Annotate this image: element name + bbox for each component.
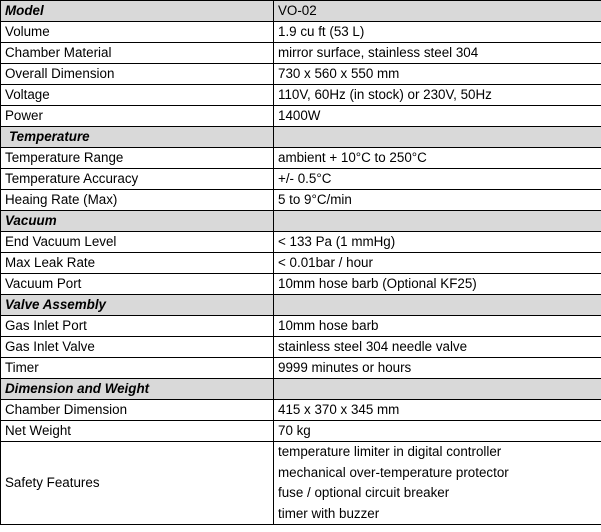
- row-value: 10mm hose barb: [274, 316, 601, 337]
- row-value: 10mm hose barb (Optional KF25): [274, 274, 601, 295]
- section-spacer: [274, 127, 601, 148]
- section-title: Vacuum: [1, 211, 274, 232]
- section-spacer: [274, 211, 601, 232]
- row-label: Temperature Accuracy: [1, 169, 274, 190]
- row-value: 9999 minutes or hours: [274, 358, 601, 379]
- list-item: timer with buzzer: [278, 505, 380, 521]
- section-spacer: [274, 379, 601, 400]
- table-row: [1, 421, 601, 442]
- row-label: Overall Dimension: [1, 64, 274, 85]
- table-row: [1, 253, 601, 274]
- list-item: temperature limiter in digital controller: [278, 444, 502, 459]
- row-value: 415 x 370 x 345 mm: [274, 400, 601, 421]
- table-row: [1, 337, 601, 358]
- row-value: stainless steel 304 needle valve: [274, 337, 601, 358]
- row-label: Max Leak Rate: [1, 253, 274, 274]
- row-label: Chamber Material: [1, 43, 274, 64]
- section-title: Dimension and Weight: [1, 379, 274, 400]
- row-label: Safety Features: [1, 442, 274, 525]
- row-label: Gas Inlet Valve: [1, 337, 274, 358]
- row-label: Volume: [1, 22, 274, 43]
- row-label: Heaing Rate (Max): [1, 190, 274, 211]
- row-value: ambient + 10°C to 250°C: [274, 148, 601, 169]
- table-row: [1, 190, 601, 211]
- row-label: Power: [1, 106, 274, 127]
- model-label: Model: [1, 1, 274, 22]
- list-item: mechanical over-temperature protector: [278, 464, 509, 480]
- table-row: [1, 106, 601, 127]
- row-label: Gas Inlet Port: [1, 316, 274, 337]
- row-value: 730 x 560 x 550 mm: [274, 64, 601, 85]
- table-row: [1, 232, 601, 253]
- row-value: +/- 0.5°C: [274, 169, 601, 190]
- row-value: 110V, 60Hz (in stock) or 230V, 50Hz: [274, 85, 601, 106]
- section-header-vacuum: [1, 211, 601, 232]
- row-label: Temperature Range: [1, 148, 274, 169]
- row-value: 5 to 9°C/min: [274, 190, 601, 211]
- table-row: [1, 85, 601, 106]
- header-row: [1, 1, 601, 22]
- row-value: 1.9 cu ft (53 L): [274, 22, 601, 43]
- section-header-temperature: [1, 127, 601, 148]
- row-value: 1400W: [274, 106, 601, 127]
- row-label: End Vacuum Level: [1, 232, 274, 253]
- table-row: [1, 169, 601, 190]
- section-spacer: [274, 295, 601, 316]
- row-label: Chamber Dimension: [1, 400, 274, 421]
- row-value: < 133 Pa (1 mmHg): [274, 232, 601, 253]
- row-value: 70 kg: [274, 421, 601, 442]
- list-item: fuse / optional circuit breaker: [278, 485, 450, 500]
- row-value: mirror surface, stainless steel 304: [274, 43, 601, 64]
- row-label: Net Weight: [1, 421, 274, 442]
- table-row: [1, 316, 601, 337]
- row-label: Timer: [1, 358, 274, 379]
- section-header-valve: [1, 295, 601, 316]
- section-title: Valve Assembly: [1, 295, 274, 316]
- table-row: [1, 274, 601, 295]
- table-row: [1, 22, 601, 43]
- section-header-dimension: [1, 379, 601, 400]
- table-row: [1, 64, 601, 85]
- table-row: [1, 358, 601, 379]
- safety-features-row: [1, 442, 601, 525]
- model-value: VO-02: [274, 1, 601, 22]
- table-row: [1, 400, 601, 421]
- row-value: < 0.01bar / hour: [274, 253, 601, 274]
- table-row: [1, 43, 601, 64]
- row-label: Voltage: [1, 85, 274, 106]
- row-label: Vacuum Port: [1, 274, 274, 295]
- table-row: [1, 148, 601, 169]
- section-title: Temperature: [1, 127, 274, 148]
- safety-features-list: [274, 442, 601, 525]
